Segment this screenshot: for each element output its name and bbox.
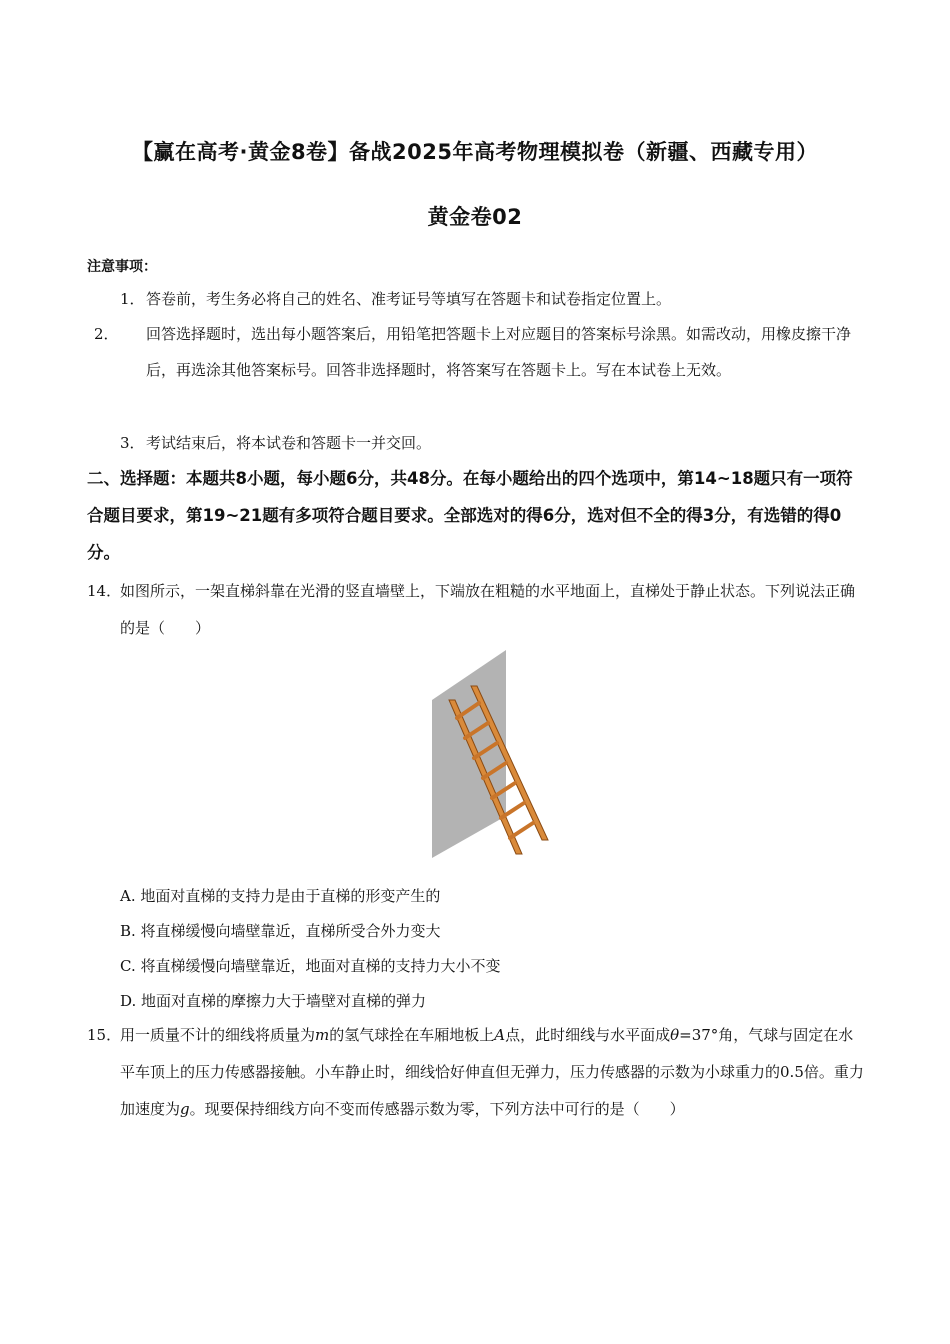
page-subtitle: 黄金卷02 bbox=[427, 205, 523, 229]
notice-item bbox=[120, 281, 868, 317]
question-text: 用一质量不计的细线将质量为m的氢气球拴在车厢地板上A点，此时细线与水平面成θ=37°角，气球与固定在水平车顶上的压力传感器接触。小车静止时，细线恰好伸直但无弹力，压力传感器的示数为小球重力的0.5倍。重力加速度为g。现要保持细线方向不变而传感器示数为零，下列方法中可行的是（ ） bbox=[120, 1026, 864, 1118]
notice-item-text: 回答选择题时，选出每小题答案后，用铅笔把答题卡上对应题目的答案标号涂黑。如需改动，用橡皮擦干净后，再选涂其他答案标号。回答非选择题时，将答案写在答题卡上。写在本试卷上无效。 bbox=[146, 325, 852, 379]
question-number: 15． bbox=[87, 1026, 122, 1044]
notice-item bbox=[94, 316, 868, 388]
page-title: 【赢在高考·黄金8卷】备战2025年高考物理模拟卷（新疆、西藏专用） bbox=[131, 140, 819, 164]
option-a: A. 地面对直梯的支持力是由于直梯的形变产生的 bbox=[120, 887, 441, 905]
question-15 bbox=[87, 1017, 867, 1128]
ladder-figure bbox=[420, 648, 560, 860]
notice-item bbox=[120, 425, 868, 461]
question-14 bbox=[87, 573, 867, 647]
notice-item-number: 1． bbox=[120, 290, 145, 308]
notice-item-number: 2． bbox=[94, 325, 119, 343]
option-c: C. 将直梯缓慢向墙壁靠近，地面对直梯的支持力大小不变 bbox=[120, 957, 501, 975]
question-number: 14． bbox=[87, 582, 122, 600]
notice-item-text: 考试结束后，将本试卷和答题卡一并交回。 bbox=[146, 434, 432, 452]
wall-shape bbox=[432, 650, 506, 858]
question-text: 如图所示，一架直梯斜靠在光滑的竖直墙壁上，下端放在粗糙的水平地面上，直梯处于静止状态。下列说法正确的是（ ） bbox=[120, 582, 856, 637]
section-instructions: 二、选择题：本题共8小题，每小题6分，共48分。在每小题给出的四个选项中，第14~18题只有一项符合题目要求，第19~21题有多项符合题目要求。全部选对的得6分，选对但不全的得3分，有选错的得0分。 bbox=[87, 469, 853, 562]
option-b: B. 将直梯缓慢向墙壁靠近，直梯所受合外力变大 bbox=[120, 922, 441, 940]
notice-item-number: 3． bbox=[120, 434, 145, 452]
notice-item-text: 答卷前，考生务必将自己的姓名、准考证号等填写在答题卡和试卷指定位置上。 bbox=[146, 290, 672, 308]
notice-heading: 注意事项： bbox=[87, 259, 157, 275]
option-d: D. 地面对直梯的摩擦力大于墙壁对直梯的弹力 bbox=[120, 992, 427, 1010]
